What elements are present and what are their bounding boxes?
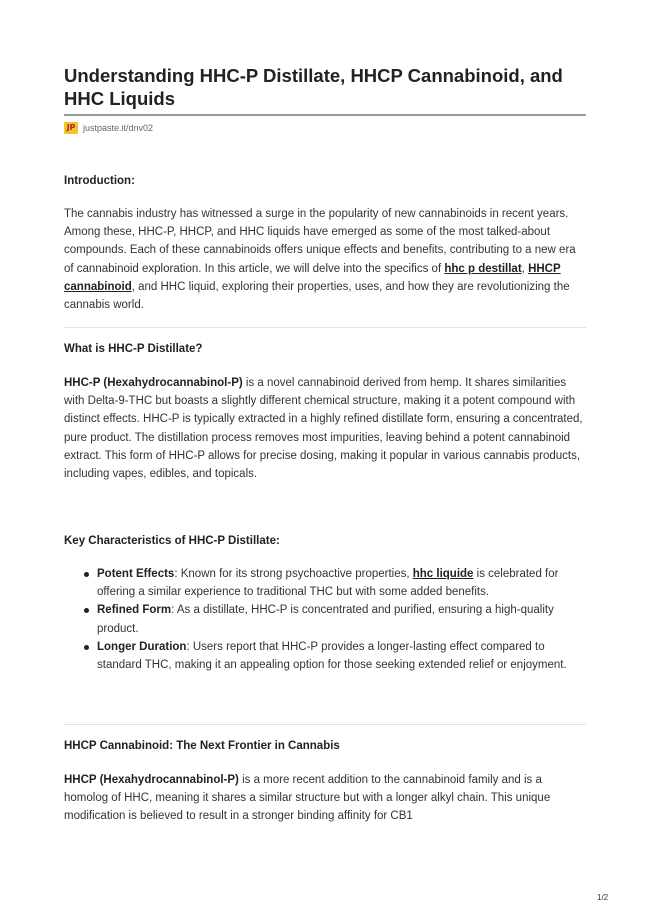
- intro-heading: Introduction:: [64, 175, 135, 187]
- list-item: Refined Form: As a distillate, HHC-P is concentrated and purified, ensuring a high-quality product.: [84, 601, 582, 637]
- section3-paragraph: HHCP (Hexahydrocannabinol-P) is a more recent addition to the cannabinoid family and is a homolog of HHC, meaning it shares a similar structure but with a longer alkyl chain. This unique modification is believed to result in a stronger binding affinity for CB1: [64, 774, 551, 823]
- justpaste-logo-icon: JP: [64, 122, 78, 134]
- page-number: 1/2: [597, 893, 609, 902]
- section-divider: [64, 724, 586, 725]
- list-item: Longer Duration: Users report that HHC-P provides a longer-lasting effect compared to standard THC, making it an appealing option for those seeking extended relief or enjoyment.: [84, 638, 582, 674]
- source-url[interactable]: justpaste.it/dnv02: [83, 122, 154, 133]
- characteristics-list: [84, 565, 582, 674]
- intro-paragraph: The cannabis industry has witnessed a surge in the popularity of new cannabinoids in recent years. Among these, HHC-P, HHCP, and HHC liquids have emerged as some of the most talked-about compounds. Each of these cannabinoids offers unique effects and benefits, contributing to a new era of cannabinoid exploration. In this article, we will delve into the specifics of hhc p destillat, HHCP cannabinoid, and HHC liquid, exploring their properties, uses, and how they are revolutionizing the cannabis world.: [64, 208, 576, 312]
- section3-heading: HHCP Cannabinoid: The Next Frontier in Cannabis: [64, 740, 340, 752]
- link-hhcp-cannabinoid[interactable]: HHCP cannabinoid: [64, 262, 561, 293]
- page-title: Understanding HHC-P Distillate, HHCP Cannabinoid, and HHC Liquids: [64, 65, 563, 109]
- link-hhc-liquide[interactable]: hhc liquide: [412, 568, 474, 580]
- source-line: [64, 121, 153, 134]
- title-divider: [64, 114, 586, 116]
- section-divider: [64, 327, 586, 328]
- section1-paragraph: HHC-P (Hexahydrocannabinol-P) is a novel cannabinoid derived from hemp. It shares similarities with Delta-9-THC but boasts a slightly different chemical structure, making it a potent compound with distinct effects. HHC-P is typically extracted in a highly refined distillate form, ensuring a concentrated, pure product. The distillation process removes most impurities, leaving behind a potent cannabinoid extract. This form of HHC-P allows for precise dosing, making it popular in various cannabis products, including vapes, edibles, and topicals.: [64, 377, 583, 481]
- section2-heading: Key Characteristics of HHC-P Distillate:: [64, 535, 280, 547]
- link-hhc-p-destillat[interactable]: hhc p destillat: [444, 262, 522, 275]
- list-item: Potent Effects: Known for its strong psychoactive properties, hhc liquide is celebrated for offering a similar experience to traditional THC but with some added benefits.: [84, 565, 582, 601]
- section1-heading: What is HHC-P Distillate?: [64, 343, 203, 355]
